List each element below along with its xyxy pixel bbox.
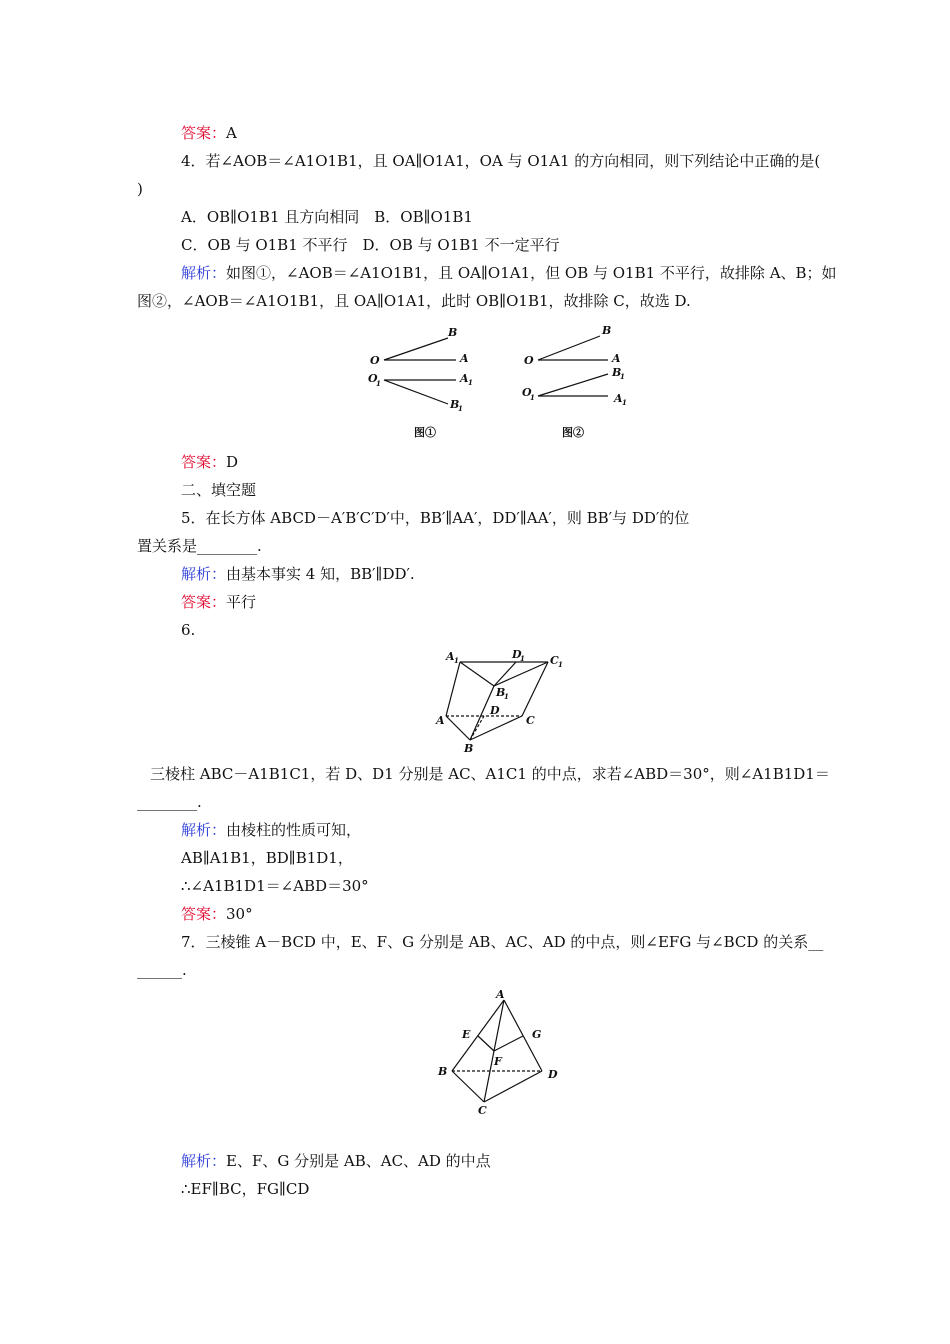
label-a1: A bbox=[460, 372, 469, 385]
answer-value: D bbox=[226, 453, 239, 471]
label-b: B bbox=[464, 742, 474, 755]
q7-analysis-line-2: ∴EF∥BC，FG∥CD bbox=[181, 1180, 310, 1198]
q4-stem-line-2: ) bbox=[137, 180, 143, 198]
q6-analysis-line-3: ∴∠A1B1D1＝∠ABD＝30° bbox=[181, 877, 369, 895]
q4-figures bbox=[360, 318, 650, 446]
q4-stem-line-1: 4．若∠AOB＝∠A1O1B1，且 OA∥O1A1，OA 与 O1A1 的方向相同，则下列结论中正确的是( bbox=[181, 152, 821, 170]
label-o: O bbox=[524, 354, 534, 367]
q4-analysis-line-2: 图②，∠AOB＝∠A1O1B1，且 OA∥O1A1，此时 OB∥O1B1，故排除 C，故选 D. bbox=[137, 292, 691, 310]
q5-answer bbox=[181, 592, 256, 612]
label-o1: O bbox=[522, 386, 532, 399]
label-a: A bbox=[612, 352, 621, 365]
q6-answer bbox=[181, 904, 253, 924]
analysis-label: 解析： bbox=[181, 1152, 227, 1170]
edge-a1b1 bbox=[460, 662, 494, 686]
label-a1: A bbox=[446, 650, 455, 663]
label-a: A bbox=[460, 352, 469, 365]
q7-tetrahedron-figure bbox=[432, 988, 572, 1118]
q4-analysis-line-1 bbox=[181, 263, 837, 283]
answer-value: 平行 bbox=[226, 593, 257, 611]
answer-value: A bbox=[226, 124, 237, 142]
ray-o1b1 bbox=[538, 374, 608, 396]
figure-2-caption: 图② bbox=[562, 426, 584, 439]
edge-b1d1 bbox=[494, 662, 516, 686]
label-o1: O bbox=[368, 372, 378, 385]
answer-label: 答案： bbox=[181, 593, 227, 611]
edge-bc bbox=[452, 1071, 484, 1102]
figure-1 bbox=[368, 326, 473, 439]
analysis-text: 如图①，∠AOB＝∠A1O1B1，且 OA∥O1A1，但 OB 与 O1B1 不平行，故排除 A、B；如 bbox=[226, 264, 837, 282]
analysis-label: 解析： bbox=[181, 264, 227, 282]
analysis-label: 解析： bbox=[181, 565, 227, 583]
q6-analysis-line-1 bbox=[181, 820, 361, 840]
ray-ob bbox=[384, 338, 448, 360]
q5-stem-line-1: 5．在长方体 ABCD－A′B′C′D′中，BB′∥AA′，DD′∥AA′，则 BB′与 DD′的位 bbox=[181, 509, 690, 527]
label-a1-sub: 1 bbox=[622, 398, 627, 407]
q6-stem-line-2: ________. bbox=[137, 793, 202, 811]
label-e: E bbox=[462, 1028, 471, 1041]
label-b1-sub: 1 bbox=[504, 692, 509, 701]
label-b1: B bbox=[612, 366, 622, 379]
label-g: G bbox=[532, 1028, 542, 1041]
edge-ab bbox=[446, 716, 470, 740]
segment-fg bbox=[494, 1036, 523, 1051]
segment-ef bbox=[478, 1036, 494, 1051]
label-d: D bbox=[490, 704, 500, 717]
answer-label: 答案： bbox=[181, 453, 227, 471]
label-b: B bbox=[438, 1065, 448, 1078]
q5-stem-line-2: 置关系是________. bbox=[137, 537, 262, 555]
label-b1-sub: 1 bbox=[458, 404, 463, 413]
section-title: 二、填空题 bbox=[181, 481, 257, 499]
label-c1-sub: 1 bbox=[558, 660, 563, 669]
edge-cc1 bbox=[522, 662, 548, 716]
figure-1-caption: 图① bbox=[414, 426, 436, 439]
edge-cd bbox=[484, 1071, 542, 1102]
ray-ob bbox=[538, 336, 600, 360]
q4-options-cd: C．OB 与 O1B1 不平行 D．OB 与 O1B1 不一定平行 bbox=[181, 236, 560, 254]
label-o1-sub: 1 bbox=[530, 393, 535, 402]
answer-label: 答案： bbox=[181, 124, 227, 142]
analysis-label: 解析： bbox=[181, 821, 227, 839]
q4-answer bbox=[181, 452, 238, 472]
q4-options-ab: A．OB∥O1B1 且方向相同 B．OB∥O1B1 bbox=[181, 208, 473, 226]
label-f: F bbox=[494, 1055, 502, 1068]
answer-value: 30° bbox=[226, 905, 253, 923]
label-a1: A bbox=[614, 392, 623, 405]
edge-bc bbox=[470, 716, 522, 740]
q5-analysis bbox=[181, 564, 415, 584]
label-o1-sub: 1 bbox=[376, 379, 381, 388]
answer-label: 答案： bbox=[181, 905, 227, 923]
label-b1-sub: 1 bbox=[620, 372, 625, 381]
label-b: B bbox=[448, 326, 458, 339]
label-a1-sub: 1 bbox=[468, 378, 473, 387]
figure-2 bbox=[522, 324, 627, 439]
label-a: A bbox=[436, 714, 445, 727]
label-d1-sub: 1 bbox=[520, 654, 525, 663]
q6-number: 6. bbox=[181, 621, 196, 639]
label-d1: D bbox=[512, 648, 522, 661]
analysis-text: 由棱柱的性质可知， bbox=[226, 821, 362, 839]
analysis-text: E、F、G 分别是 AB、AC、AD 的中点 bbox=[226, 1152, 491, 1170]
edge-aa1 bbox=[446, 662, 460, 716]
q3-answer bbox=[181, 123, 237, 143]
label-b1: B bbox=[496, 686, 506, 699]
q6-prism-figure bbox=[420, 646, 580, 758]
q7-analysis-line-1 bbox=[181, 1151, 491, 1171]
label-c: C bbox=[526, 714, 535, 727]
label-c: C bbox=[478, 1104, 487, 1117]
label-a: A bbox=[496, 988, 505, 1001]
analysis-text: 由基本事实 4 知，BB′∥DD′. bbox=[226, 565, 415, 583]
label-b1: B bbox=[450, 398, 460, 411]
q6-analysis-line-2: AB∥A1B1，BD∥B1D1， bbox=[181, 849, 353, 867]
label-o: O bbox=[370, 354, 380, 367]
label-d: D bbox=[548, 1068, 558, 1081]
label-a1-sub: 1 bbox=[454, 656, 459, 665]
label-b: B bbox=[602, 324, 612, 337]
q6-stem-line-1: 三棱柱 ABC－A1B1C1，若 D、D1 分别是 AC、A1C1 的中点，求若∠ABD＝30°，则∠A1B1D1＝ bbox=[150, 765, 830, 783]
edge-b1c1 bbox=[494, 662, 548, 686]
q7-stem-line-2: ______. bbox=[137, 961, 187, 979]
q7-stem-line-1: 7．三棱锥 A－BCD 中，E、F、G 分别是 AB、AC、AD 的中点，则∠EFG 与∠BCD 的关系__ bbox=[181, 933, 824, 951]
label-c1: C bbox=[550, 654, 559, 667]
ray-o1b1 bbox=[384, 380, 448, 404]
